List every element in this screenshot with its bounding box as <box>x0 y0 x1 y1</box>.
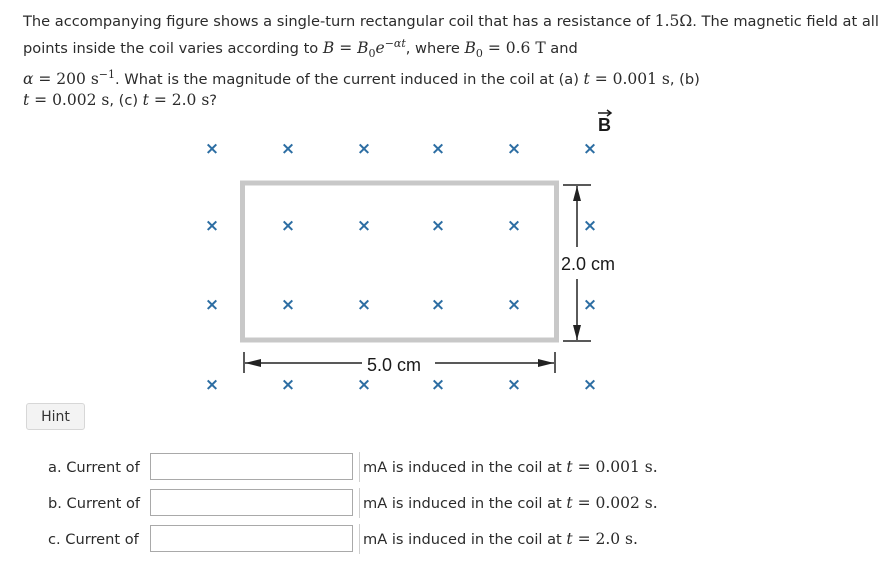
height-dimension <box>561 185 615 341</box>
field-mark-icon: × <box>280 375 296 395</box>
resistance-value: 1.5Ω <box>654 12 693 30</box>
question-text: The accompanying figure shows a single-turn rectangular coil that has a resistance of 1.5Ω. The magnetic field at all points inside the coil varies according to $B = B_0e^{-\alpha t}$, where $B_0 = 0.6$ T and α = 200 $s^{-1}$. What is the magnitude of the current induced in the coil at (a) t = 0.001 s, (b) t = 0.002 s, (c) t = 2.0 s? <box>23 12 879 110</box>
field-mark-icon: × <box>356 216 372 236</box>
answer-c-unit: mA is induced in the coil at t = 2.0 s. <box>359 524 676 554</box>
eq-b: B <box>322 38 335 57</box>
field-mark-icon: × <box>356 139 372 159</box>
field-mark-icon: × <box>582 139 598 159</box>
field-mark-icon: × <box>430 139 446 159</box>
answer-b-unit: mA is induced in the coil at t = 0.002 s. <box>359 488 676 518</box>
field-mark-icon: × <box>430 216 446 236</box>
width-dimension <box>244 352 555 375</box>
hint-button[interactable]: Hint <box>26 403 85 430</box>
height-label: 2.0 cm <box>561 254 616 274</box>
answer-a-label: a. Current of <box>48 459 140 476</box>
b-field-label: B <box>598 115 611 135</box>
field-mark-icon: × <box>356 375 372 395</box>
answer-b-label: b. Current of <box>48 495 141 512</box>
answer-c-input[interactable] <box>150 525 353 552</box>
field-mark-icon: × <box>280 139 296 159</box>
answer-a-input[interactable] <box>150 453 353 480</box>
field-mark-icon: × <box>280 216 296 236</box>
coil-rectangle <box>243 183 557 340</box>
field-mark-icon: × <box>204 295 220 315</box>
field-mark-icon: × <box>430 375 446 395</box>
field-mark-icon: × <box>506 375 522 395</box>
field-mark-icon: × <box>280 295 296 315</box>
field-mark-icon: × <box>204 375 220 395</box>
field-mark-icon: × <box>582 295 598 315</box>
field-mark-icon: × <box>430 295 446 315</box>
field-mark-icon: × <box>204 216 220 236</box>
field-mark-icon: × <box>582 216 598 236</box>
field-mark-icon: × <box>204 139 220 159</box>
width-label: 5.0 cm <box>367 355 422 375</box>
field-mark-icon: × <box>506 295 522 315</box>
answer-c-label: c. Current of <box>48 531 139 548</box>
answer-b-input[interactable] <box>150 489 353 516</box>
field-mark-icon: × <box>506 139 522 159</box>
field-mark-icon: × <box>582 375 598 395</box>
field-mark-icon: × <box>356 295 372 315</box>
field-mark-icon: × <box>506 216 522 236</box>
answer-a-unit: mA is induced in the coil at t = 0.001 s. <box>359 452 676 482</box>
